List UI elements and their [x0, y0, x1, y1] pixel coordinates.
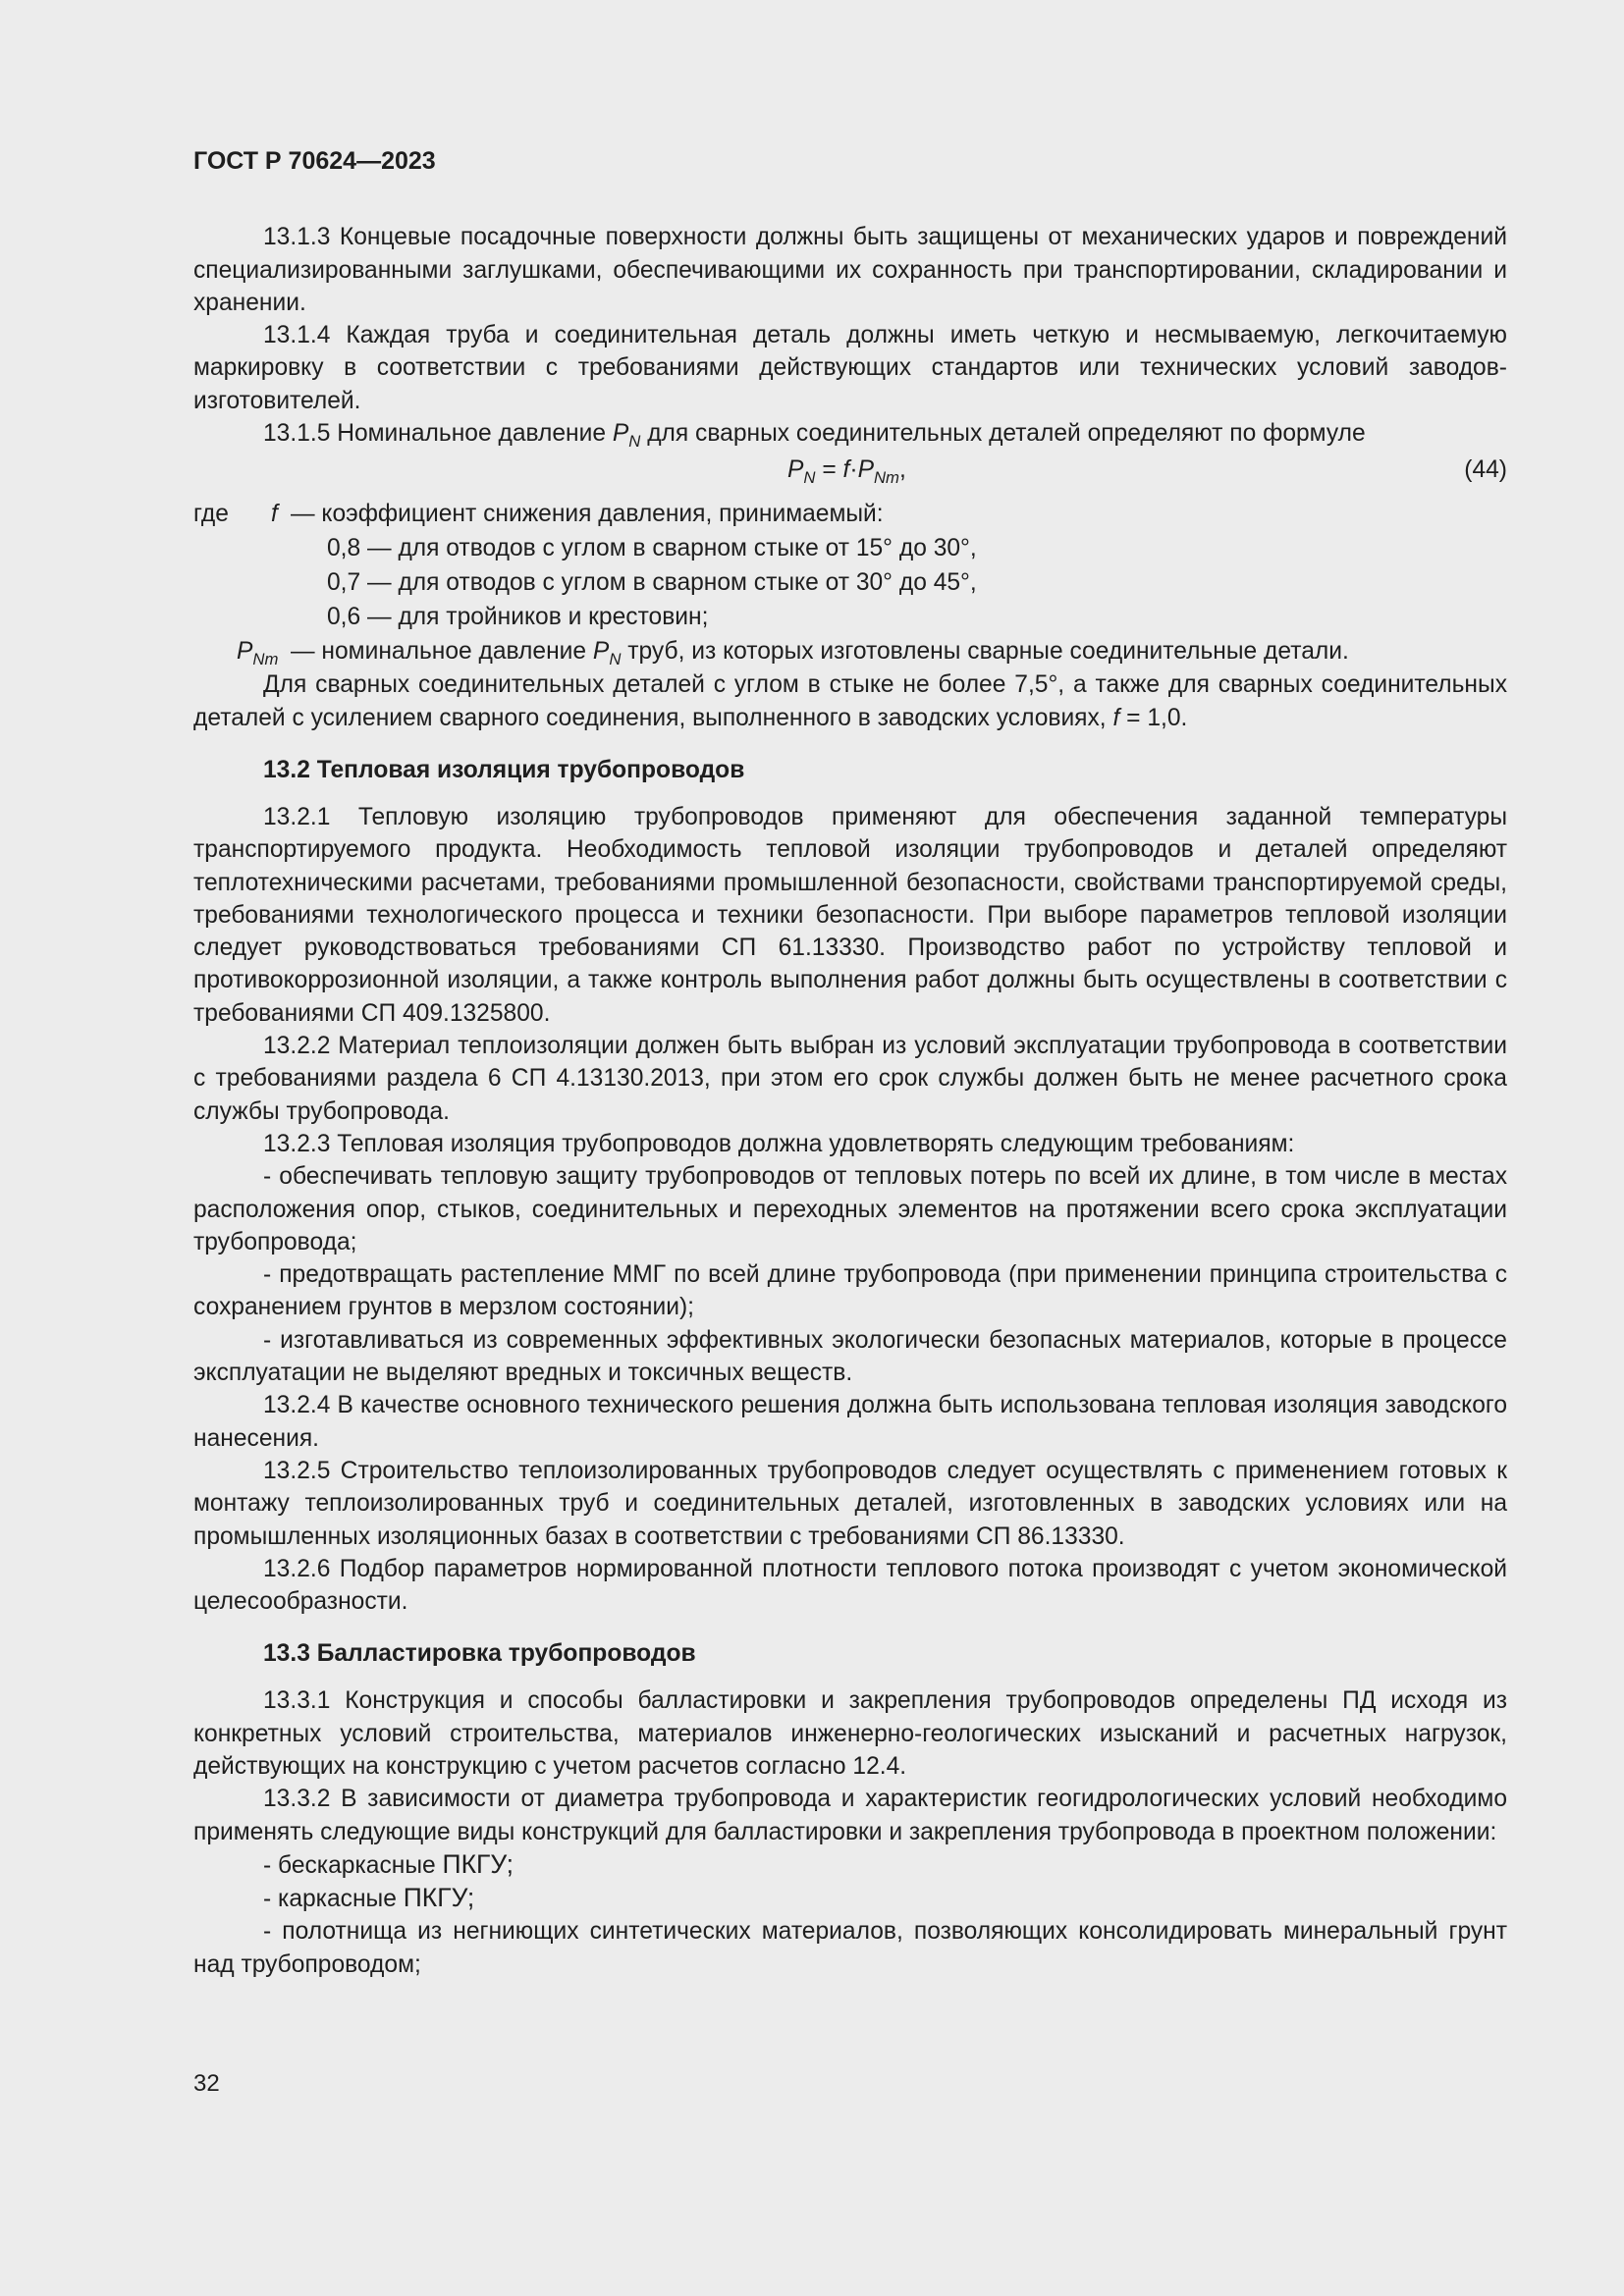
legend-where-word: где	[193, 501, 229, 528]
formula-operator: =	[815, 456, 843, 484]
paragraph-13-3-1: 13.3.1 Конструкция и способы балластировки и закрепления трубопроводов определены ПД исходя из конкретных условий строительства, материалов инженерно-геологических изысканий и расчетных нагрузок, действующих на конструкцию с учетом расчетов согласно 12.4.	[193, 1687, 1507, 1780]
formula-subscript: Nт	[873, 468, 899, 488]
formula-symbol: P	[857, 456, 874, 484]
formula-punctuation: ,	[898, 456, 906, 484]
section-title-13-3: 13.3 Балластировка трубопроводов	[263, 1640, 696, 1668]
paragraph-text: 13.1.5 Номинальное давление	[263, 420, 613, 448]
legend-text-part: — номинальное давление	[291, 638, 593, 666]
section-title-13-2: 13.2 Тепловая изоляция трубопроводов	[263, 756, 745, 783]
paragraph-13-2-6: 13.2.6 Подбор параметров нормированной плотности теплового потока производят с учетом экономической целесообразности.	[193, 1555, 1507, 1616]
formula-symbol: P	[787, 456, 804, 484]
pressure-subscript: N	[628, 431, 641, 451]
paragraph-text: = 1,0.	[1119, 704, 1188, 731]
page-number: 32	[193, 2070, 220, 2097]
list-item-text: - каркасные	[263, 1886, 404, 1913]
list-item-abbreviation: ПКГУ;	[442, 1848, 514, 1879]
pressure-symbol: P	[612, 420, 629, 448]
construction-type-item	[193, 1848, 1507, 1882]
paragraph-13-1-5	[193, 417, 1507, 450]
symbol-letter: f	[1112, 704, 1120, 731]
paragraph-13-2-2: 13.2.2 Материал теплоизоляции должен быть выбран из условий эксплуатации трубопровода в соответствии с требованиями раздела 6 СП 4.13130.2013, при этом его срок службы должен быть не менее расчетного срока службы трубопровода.	[193, 1033, 1507, 1125]
coefficient-item: 0,6 — для тройников и крестовин;	[327, 604, 709, 631]
list-item-text: - бескаркасные	[263, 1851, 443, 1879]
formula-subscript: N	[803, 468, 816, 488]
paragraph-13-2-1: 13.2.1 Тепловую изоляцию трубопроводов применяют для обеспечения заданной температуры транспортируемого продукта. Необходимость тепловой изоляции трубопроводов и деталей определяют теплотехническими расчетами, требованиями промышленной безопасности, свойствами транспортируемой среды, требованиями технологического процесса и техники безопасности. При выборе параметров тепловой изоляции следует руководствоваться требованиями СП 61.13330. Производство работ по устройству тепловой и противокоррозионной изоляции, а также контроль выполнения работ должны быть осуществлены в соответствии с требованиями СП 409.1325800.	[193, 803, 1507, 1027]
requirement-item: - обеспечивать тепловую защиту трубопроводов от тепловых потерь по всей их длине, в том числе в местах расположения опор, стыков, соединительных и переходных элементов на протяжении всего срока эксплуатации трубопровода;	[193, 1163, 1507, 1255]
formula-number: (44)	[1464, 456, 1507, 484]
paragraph-13-2-5: 13.2.5 Строительство теплоизолированных трубопроводов следует осуществлять с применением готовых к монтажу теплоизолированных труб и соединительных деталей, изготовленных в заводских условиях или на промышленных изоляционных базах в соответствии с требованиями СП 86.13330.	[193, 1457, 1507, 1550]
formula-44	[193, 452, 1507, 489]
document-page	[193, 145, 1507, 1981]
paragraph-13-3-2: 13.3.2 В зависимости от диаметра трубопровода и характеристик геогидрологических условий необходимо применять следующие виды конструкций для балластировки и закрепления трубопровода в проектном положении:	[193, 1786, 1507, 1845]
paragraph-13-2-3: 13.2.3 Тепловая изоляция трубопроводов должна удовлетворять следующим требованиям:	[263, 1130, 1295, 1157]
paragraph-13-1-4: 13.1.4 Каждая труба и соединительная деталь должны иметь четкую и несмываемую, легкочитаемую маркировку в соответствии с требованиями действующих стандартов или технических условий заводов-изготовителей.	[193, 322, 1507, 414]
formula-legend	[193, 497, 1507, 668]
paragraph-text: для сварных соединительных деталей определяют по формуле	[640, 420, 1366, 448]
legend-text: — коэффициент снижения давления, принимаемый:	[291, 501, 884, 528]
formula-expression	[787, 452, 906, 489]
formula-symbol: f	[842, 456, 850, 484]
legend-text-part: труб, из которых изготовлены сварные соединительные детали.	[621, 638, 1349, 666]
requirement-item: - предотвращать растепление ММГ по всей длине трубопровода (при применении принципа строительства с сохранением грунтов в мерзлом состоянии);	[193, 1261, 1507, 1321]
construction-type-item: - полотнища из негниющих синтетических материалов, позволяющих консолидировать минеральный грунт над трубопроводом;	[193, 1918, 1507, 1978]
document-code-header: ГОСТ Р 70624—2023	[193, 147, 436, 175]
paragraph-text: Для сварных соединительных деталей с углом в стыке не более 7,5°, а также для сварных соединительных деталей с усилением сварного соединения, выполненного в заводских условиях,	[193, 671, 1507, 731]
formula-operator: ·	[849, 456, 858, 484]
requirement-item: - изготавливаться из современных эффективных экологически безопасных материалов, которые в процессе эксплуатации не выделяют вредных и токсичных веществ.	[193, 1326, 1507, 1387]
symbol-subscript: Nт	[252, 650, 279, 669]
legend-text	[291, 634, 1349, 668]
legend-symbol	[237, 634, 278, 668]
legend-pnt-row	[193, 634, 1507, 668]
paragraph-13-2-4: 13.2.4 В качестве основного технического решения должна быть использована тепловая изоляция заводского нанесения.	[193, 1392, 1507, 1452]
list-item-abbreviation: ПКГУ;	[403, 1883, 475, 1913]
legend-symbol: f	[271, 501, 278, 528]
construction-type-item	[193, 1882, 1507, 1915]
symbol-letter: P	[237, 638, 253, 666]
coefficient-item: 0,8 — для отводов с углом в сварном стыке от 15° до 30°,	[327, 535, 977, 562]
symbol-letter: P	[592, 638, 610, 666]
paragraph-closing-13-1	[193, 668, 1507, 734]
symbol-subscript: N	[609, 650, 622, 669]
coefficient-item: 0,7 — для отводов с углом в сварном стыке от 30° до 45°,	[327, 569, 977, 597]
legend-f-row	[193, 497, 1507, 531]
paragraph-13-1-3: 13.1.3 Концевые посадочные поверхности должны быть защищены от механических ударов и повреждений специализированными заглушками, обеспечивающими их сохранность при транспортировании, складировании и хранении.	[193, 224, 1507, 316]
